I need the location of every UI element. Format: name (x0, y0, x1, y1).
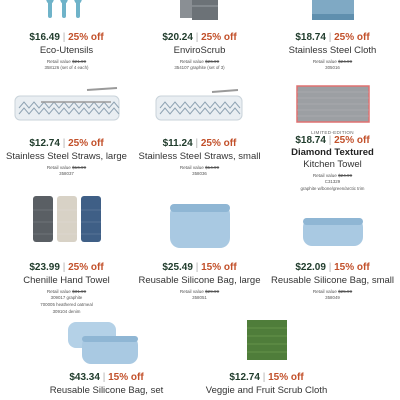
retail-value: $24.99 (338, 59, 353, 64)
product-diamond-kitchen-towel[interactable]: LIMITED-EDITION $18.74 | 25% off Diamond Textured Kitchen Towel Retail value $24.99 C31329 graphite w/bone/green/arctic trim (266, 82, 399, 202)
sku: 358037 (59, 171, 74, 176)
product-straws-small[interactable]: $11.24 | 25% off Stainless Steel Straws, small Retail value $14.99 358036 (133, 82, 266, 182)
enviroscrub-image (178, 0, 222, 22)
product-name[interactable]: Kitchen Towel (303, 159, 362, 170)
price: $25.49 (162, 262, 193, 273)
product-stainless-steel-cloth[interactable]: $18.74 | 25% off Stainless Steel Cloth Retail value $24.99 305016 (266, 0, 399, 80)
discount: 25% off (334, 32, 370, 43)
retail-label: Retail value (179, 165, 204, 170)
sku: 309104 denim (52, 309, 81, 314)
retail-value: $21.99 (72, 59, 87, 64)
retail-value: $16.99 (72, 165, 87, 170)
product-name[interactable]: Stainless Steel Straws, large (6, 151, 127, 162)
product-name[interactable]: Veggie and Fruit Scrub Cloth (205, 385, 328, 396)
product-veggie-scrub-cloth[interactable]: $12.74 | 15% off Veggie and Fruit Scrub Cloth (200, 318, 333, 400)
product-straws-large[interactable]: $12.74 | 25% off Stainless Steel Straws, large Retail value $16.99 358037 (0, 82, 133, 182)
product-silicone-bag-large[interactable]: $25.49 | 15% off Reusable Silicone Bag, large Retail value $29.99 358051 (133, 190, 266, 310)
discount: 25% off (201, 32, 237, 43)
price: $23.99 (29, 262, 60, 273)
discount: 15% off (201, 262, 237, 273)
silicone-bag-small-image (295, 190, 371, 254)
sku: 309017 graphite (50, 295, 83, 300)
price: $12.74 (229, 372, 260, 383)
retail-label: Retail value (46, 59, 71, 64)
sku: 354107 graphite (set of 3) (174, 65, 225, 70)
chenille-towel-image (27, 190, 107, 250)
sku: 358126 (set of 4 each) (44, 65, 89, 70)
retail-label: Retail value (46, 165, 71, 170)
straws-large-image (11, 82, 123, 128)
product-silicone-bag-small[interactable]: $22.09 | 15% off Reusable Silicone Bag, small Retail value $25.99 358049 (266, 190, 399, 310)
product-name[interactable]: Reusable Silicone Bag, large (138, 275, 261, 286)
retail-label: Retail value (312, 59, 337, 64)
discount: 25% off (68, 262, 104, 273)
retail-value: $25.99 (338, 289, 353, 294)
product-name[interactable]: Eco-Utensils (39, 45, 94, 56)
product-name[interactable]: Chenille Hand Towel (23, 275, 110, 286)
retail-value: $26.99 (205, 59, 220, 64)
product-eco-utensils[interactable]: $16.49 | 25% off Eco-Utensils Retail value $21.99 358126 (set of 4 each) (0, 0, 133, 80)
product-chenille-hand-towel[interactable]: $23.99 | 25% off Chenille Hand Towel Retail value $31.99 309017 graphite 700005 heathered oatmeal 309104 denim (0, 190, 133, 320)
sku: 305016 (325, 65, 340, 70)
retail-label: Retail value (179, 59, 204, 64)
product-name[interactable]: Stainless Steel Cloth (288, 45, 377, 56)
discount: 25% off (68, 32, 104, 43)
price: $18.74 (295, 135, 326, 146)
retail-value: $31.99 (72, 289, 87, 294)
retail-value: $14.99 (205, 165, 220, 170)
product-silicone-bag-set[interactable]: $43.34 | 15% off Reusable Silicone Bag, set (40, 318, 173, 400)
discount: 15% off (334, 262, 370, 273)
retail-label: Retail value (312, 173, 337, 178)
product-name-bold[interactable]: Diamond Textured (291, 147, 374, 158)
sku-note: graphite w/bone/green/arctic trim (300, 186, 365, 191)
price: $43.34 (69, 372, 100, 383)
product-name[interactable]: Stainless Steel Straws, small (138, 151, 261, 162)
price: $18.74 (295, 32, 326, 43)
price: $12.74 (29, 138, 60, 149)
scrub-cloth-image (237, 318, 297, 368)
eco-utensils-image (42, 0, 92, 22)
retail-value: $24.99 (338, 173, 353, 178)
discount: 25% off (200, 138, 237, 149)
price: $11.24 (162, 138, 193, 149)
sku: C31329 (324, 179, 341, 184)
limited-edition-label: LIMITED-EDITION (311, 130, 354, 135)
discount: 15% off (268, 372, 304, 383)
sku: 700005 heathered oatmeal (40, 302, 93, 307)
product-name[interactable]: Reusable Silicone Bag, set (49, 385, 164, 396)
retail-value: $29.99 (205, 289, 220, 294)
product-name[interactable]: EnviroScrub (173, 45, 226, 56)
discount: 15% off (108, 372, 144, 383)
discount: 25% off (68, 138, 104, 149)
steel-cloth-image (308, 0, 358, 22)
price: $22.09 (295, 262, 326, 273)
price: $20.24 (162, 32, 193, 43)
sku: 358051 (192, 295, 207, 300)
price: $16.49 (29, 32, 60, 43)
sku: 358049 (325, 295, 340, 300)
straws-small-image (154, 82, 246, 128)
kitchen-towel-image (293, 82, 373, 126)
discount: 25% off (334, 135, 370, 146)
silicone-bag-set-image (62, 318, 152, 368)
product-name[interactable]: Reusable Silicone Bag, small (270, 275, 395, 286)
retail-label: Retail value (46, 289, 71, 294)
silicone-bag-large-image (162, 190, 238, 254)
product-enviroscrub[interactable]: $20.24 | 25% off EnviroScrub Retail value $26.99 354107 graphite (set of 3) (133, 0, 266, 80)
retail-label: Retail value (179, 289, 204, 294)
sku: 358036 (192, 171, 207, 176)
retail-label: Retail value (312, 289, 337, 294)
